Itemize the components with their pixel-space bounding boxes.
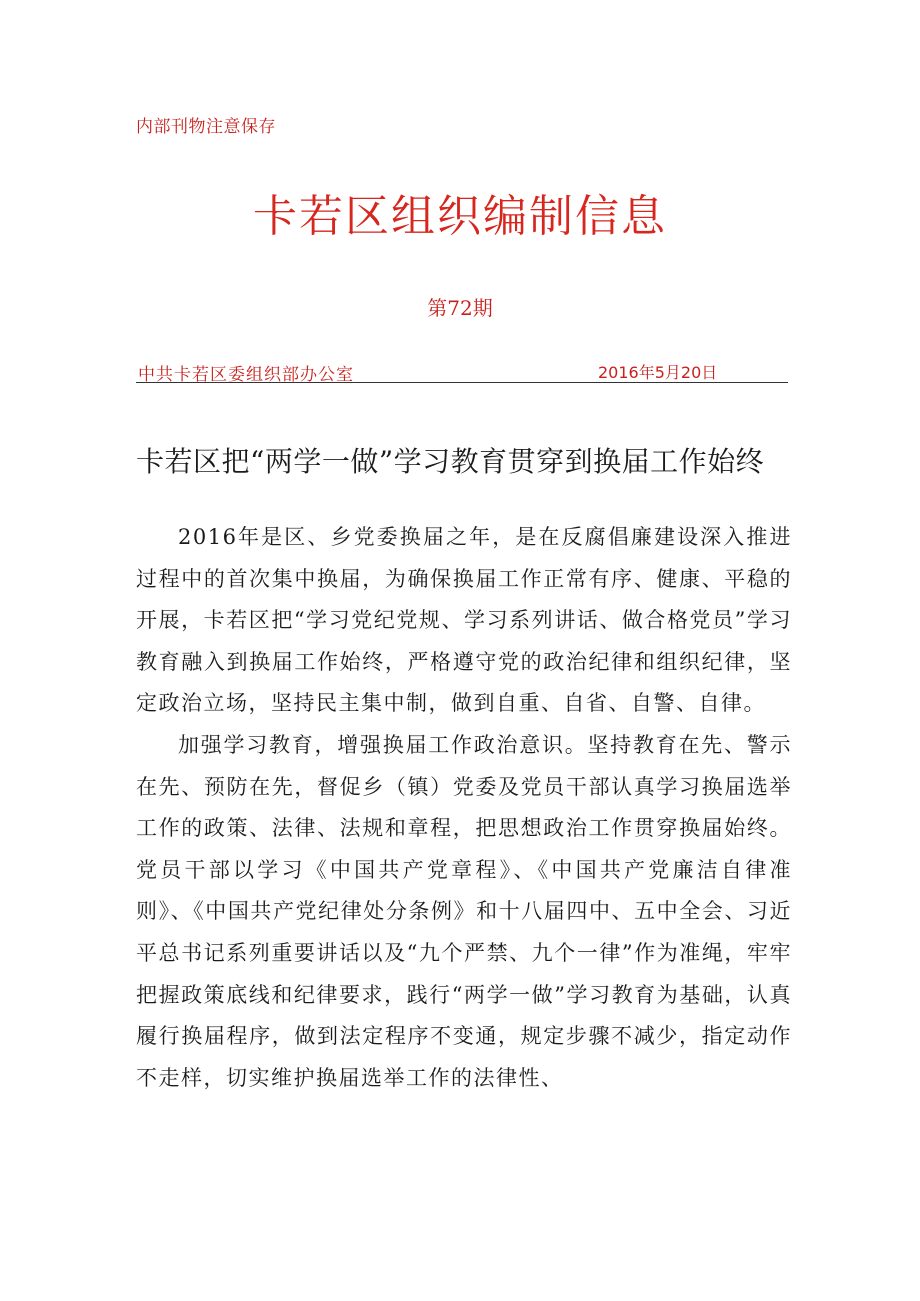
- article-body: [136, 517, 792, 1099]
- internal-notice: 内部刊物注意保存: [136, 117, 276, 137]
- article-paragraph: 加强学习教育，增强换届工作政治意识。坚持教育在先、警示在先、预防在先，督促乡（镇）党委及党员干部认真学习换届选举工作的政策、法律、法规和章程，把思想政治工作贯穿换届始终。党员干部以学习《中国共产党章程》、《中国共产党廉洁自律准则》、《中国共产党纪律处分条例》和十八届四中、五中全会、习近平总书记系列重要讲话以及“九个严禁、九个一律”作为准绳，牢牢把握政策底线和纪律要求，践行“两学一做”学习教育为基础，认真履行换届程序，做到法定程序不变通，规定步骤不减少，指定动作不走样，切实维护换届选举工作的法律性、: [136, 732, 792, 1090]
- header-divider: [136, 382, 788, 383]
- article-paragraph: 2016年是区、乡党委换届之年，是在反腐倡廉建设深入推进过程中的首次集中换届，为确保换届工作正常有序、健康、平稳的开展，卡若区把“学习党纪党规、学习系列讲话、做合格党员”学习教育融入到换届工作始终，严格遵守党的政治纪律和组织纪律，坚定政治立场，坚持民主集中制，做到自重、自省、自警、自律。: [136, 525, 792, 716]
- issuer-name: 中共卡若区委组织部办公室: [138, 365, 354, 385]
- article-title: 卡若区把“两学一做”学习教育贯穿到换届工作始终: [136, 445, 765, 478]
- issuer-row: [136, 358, 788, 384]
- issue-number: 第72期: [427, 296, 493, 320]
- issue-date: 2016年5月20日: [598, 363, 718, 382]
- masthead-title: 卡若区组织编制信息: [253, 191, 667, 242]
